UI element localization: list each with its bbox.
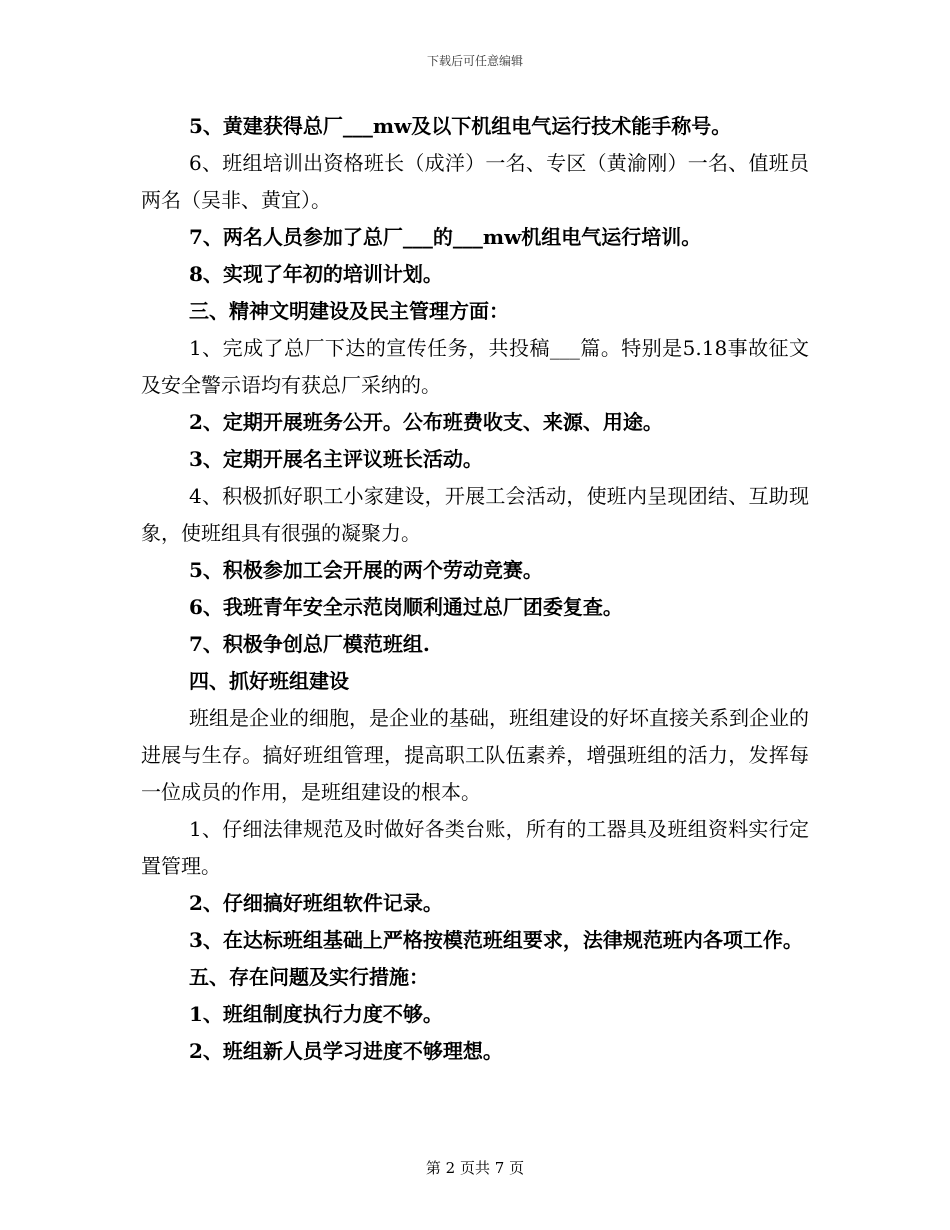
section-heading: 五、存在问题及实行措施： [189,965,429,989]
paragraph: 1、完成了总厂下达的宣传任务，共投稿___篇。特别是5.18事故征文及安全警示语均有获总厂采纳的。 [141,336,809,397]
paragraph: 2、仔细搞好班组软件记录。 [189,891,443,915]
paragraph: 6、我班青年安全示范岗顺利通过总厂团委复查。 [189,595,623,619]
page-footer: 第 2 页共 7 页 [425,1159,525,1177]
paragraph: 2、定期开展班务公开。公布班费收支、来源、用途。 [189,410,663,434]
page-header: 下载后可任意编辑 [426,54,523,68]
paragraph: 6、班组培训出资格班长（成洋）一名、专区（黄渝刚）一名、值班员两名（吴非、黄宜）。 [141,151,809,212]
paragraph: 2、班组新人员学习进度不够理想。 [189,1039,503,1063]
paragraph: 8、实现了年初的培训计划。 [189,262,443,286]
paragraph: 3、定期开展名主评议班长活动。 [189,447,483,471]
document-body [141,108,809,1070]
paragraph: 1、班组制度执行力度不够。 [189,1002,443,1026]
paragraph: 7、积极争创总厂模范班组. [189,632,430,656]
section-heading: 四、抓好班组建设 [189,669,349,693]
paragraph: 7、两名人员参加了总厂___的___mw机组电气运行培训。 [189,225,702,249]
paragraph: 班组是企业的细胞，是企业的基础，班组建设的好坏直接关系到企业的进展与生存。搞好班组管理，提高职工队伍素养，增强班组的活力，发挥每一位成员的作用，是班组建设的根本。 [141,706,809,804]
paragraph: 5、积极参加工会开展的两个劳动竞赛。 [189,558,543,582]
paragraph: 4、积极抓好职工小家建设，开展工会活动，使班内呈现团结、互助现象，使班组具有很强的凝聚力。 [141,484,809,545]
paragraph: 5、黄建获得总厂___mw及以下机组电气运行技术能手称号。 [189,114,732,138]
paragraph: 3、在达标班组基础上严格按模范班组要求，法律规范班内各项工作。 [189,928,803,952]
section-heading: 三、精神文明建设及民主管理方面： [189,299,509,323]
paragraph: 1、仔细法律规范及时做好各类台账，所有的工器具及班组资料实行定置管理。 [141,817,809,878]
